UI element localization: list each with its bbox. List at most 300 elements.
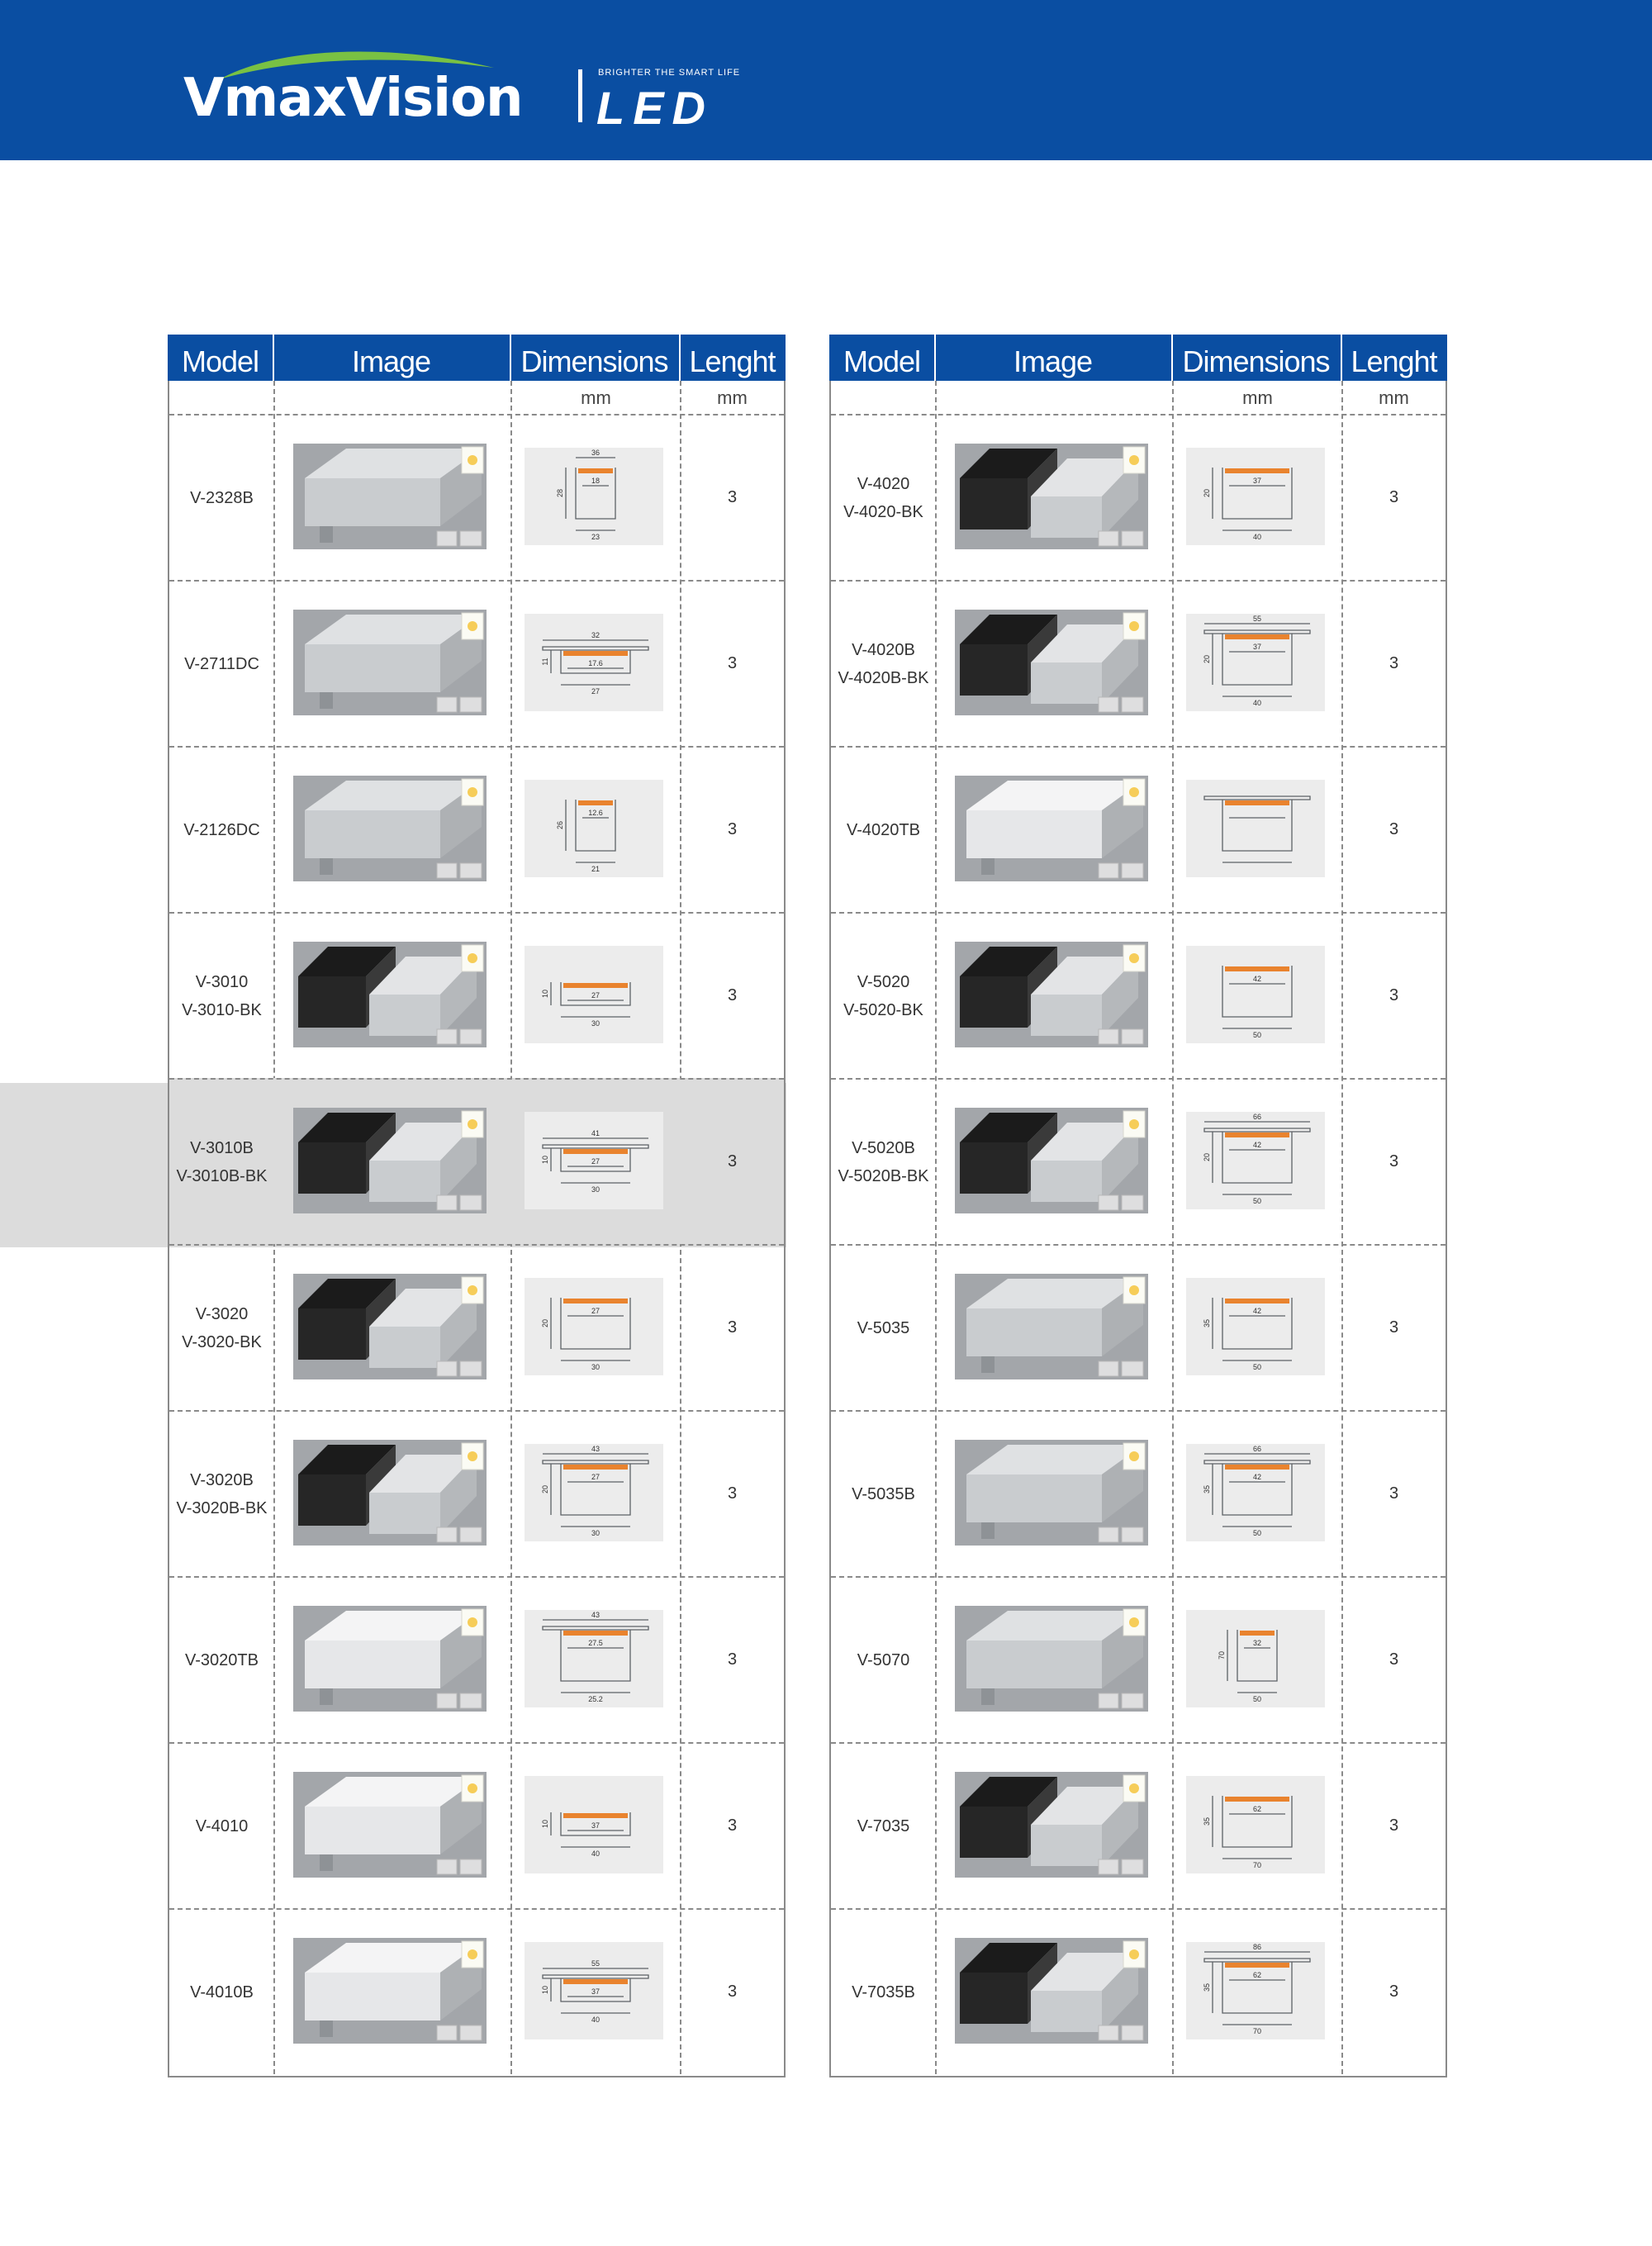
inner-width-label: 27	[591, 1307, 601, 1315]
model-code: V-5035B	[852, 1484, 915, 1503]
inner-width-label: 37	[591, 1987, 601, 1996]
image-cell	[274, 914, 511, 1078]
image-cell	[936, 1910, 1173, 2074]
dimensions-cell	[1173, 582, 1342, 746]
dimensions-cell	[1173, 914, 1342, 1078]
height-label: 10	[541, 1819, 549, 1829]
top-width-label: 41	[591, 1129, 601, 1137]
dimension-drawing	[1186, 1776, 1325, 1873]
table-row	[169, 1908, 784, 2074]
silver-profile-body	[1031, 496, 1102, 538]
model-cell	[169, 1080, 274, 1244]
length-value: 3	[727, 1152, 738, 1170]
inner-width-label: 37	[591, 1821, 601, 1830]
profile-foot	[981, 1522, 995, 1539]
bottom-width-label: 30	[591, 1185, 601, 1194]
model-code: V-3020-BK	[182, 1332, 262, 1351]
product-photo	[293, 610, 487, 715]
length-value: 3	[727, 1484, 738, 1503]
length-value: 3	[1389, 488, 1399, 506]
dimension-drawing-panel	[525, 780, 663, 877]
dimension-drawing	[1186, 1444, 1325, 1541]
product-photo	[955, 1440, 1148, 1546]
silver-profile-body	[369, 1327, 440, 1368]
dimension-drawing-panel	[1186, 614, 1325, 711]
height-label: 20	[1203, 488, 1211, 498]
bottom-width-label: 50	[1252, 1529, 1262, 1537]
light-bulb-icon	[1129, 1119, 1139, 1129]
clip-accessory-icon	[437, 531, 457, 546]
product-photo	[955, 1772, 1148, 1878]
table-row	[831, 1244, 1446, 1410]
profile-body	[966, 1308, 1102, 1356]
model-code: V-3020B	[190, 1470, 254, 1489]
inner-width-label: 17.6	[588, 659, 603, 667]
endcap-accessory-icon	[460, 1195, 482, 1210]
endcap-accessory-icon	[460, 863, 482, 878]
bottom-width-label: 40	[591, 2016, 601, 2024]
light-bulb-icon	[1129, 1783, 1139, 1793]
clip-accessory-icon	[1099, 2025, 1118, 2040]
product-photo	[955, 444, 1148, 549]
silver-profile-body	[1031, 1825, 1102, 1866]
model-cell	[831, 1744, 936, 1908]
profile-flange-outline	[543, 1975, 648, 1978]
top-width-label: 43	[591, 1445, 601, 1453]
image-cell	[274, 1412, 511, 1576]
model-cell	[831, 748, 936, 912]
height-label: 20	[541, 1484, 549, 1494]
page-header	[0, 0, 1652, 160]
dimension-drawing-panel	[1186, 1942, 1325, 2039]
header-model: Model	[181, 344, 259, 378]
header-image: Image	[1013, 344, 1093, 378]
table-row	[169, 1244, 784, 1410]
endcap-accessory-icon	[1122, 1693, 1143, 1708]
profile-photo-art	[293, 1274, 487, 1379]
bottom-width-label: 40	[591, 1850, 601, 1858]
model-code: V-7035	[857, 1816, 910, 1835]
profile-flange-outline	[1204, 630, 1310, 634]
bottom-width-label: 30	[591, 1363, 601, 1371]
clip-accessory-icon	[1099, 531, 1118, 546]
diffuser-cover	[1225, 1132, 1289, 1137]
top-width-label: 55	[1252, 615, 1262, 623]
height-label: 28	[556, 488, 564, 498]
header-dimensions: Dimensions	[1182, 344, 1330, 378]
dimension-drawing-panel	[1186, 1278, 1325, 1375]
model-code: V-3020	[195, 1304, 249, 1323]
top-width-label: 55	[591, 1959, 601, 1968]
model-code: V-3020B-BK	[176, 1498, 268, 1517]
model-cell	[169, 914, 274, 1078]
profile-body	[305, 1641, 440, 1688]
brand-slogan: BRIGHTER THE SMART LIFE	[598, 68, 741, 78]
dimension-drawing-panel	[525, 946, 663, 1043]
model-code: V-2711DC	[184, 654, 259, 673]
table-row	[831, 580, 1446, 746]
dimension-drawing	[1186, 448, 1325, 545]
unit-row	[831, 381, 1446, 414]
model-code: V-4020-BK	[843, 502, 923, 521]
profile-channel-outline	[561, 1630, 630, 1681]
model-code: V-2126DC	[183, 820, 260, 839]
endcap-accessory-icon	[1122, 531, 1143, 546]
dimension-drawing-panel	[525, 1112, 663, 1209]
model-code: V-2328B	[190, 488, 254, 507]
profile-photo-art	[955, 1108, 1148, 1213]
dimensions-unit: mm	[1242, 387, 1273, 408]
model-code: V-4020B	[852, 640, 915, 659]
profile-body	[305, 644, 440, 692]
profile-channel-outline	[1222, 1962, 1292, 2013]
model-cell	[169, 1744, 274, 1908]
dimensions-cell	[511, 1246, 681, 1410]
model-code: V-4020TB	[847, 820, 920, 839]
table-row	[831, 1908, 1446, 2074]
height-label: 70	[1218, 1650, 1226, 1660]
profile-body	[305, 1973, 440, 2020]
table-row	[169, 1742, 784, 1908]
dimension-drawing-panel	[1186, 780, 1325, 877]
inner-width-label: 18	[591, 477, 601, 485]
profile-foot	[320, 692, 333, 709]
length-value: 3	[1389, 1152, 1399, 1170]
model-cell	[831, 1412, 936, 1576]
dimension-drawing-panel	[525, 1610, 663, 1707]
inner-width-label: 27	[591, 991, 601, 1000]
profile-body	[305, 478, 440, 526]
height-label: 10	[541, 989, 549, 999]
dimensions-cell	[511, 415, 681, 580]
length-value: 3	[1389, 1484, 1399, 1503]
model-cell	[831, 415, 936, 580]
model-cell	[831, 1578, 936, 1742]
header-model: Model	[843, 344, 921, 378]
bottom-width-label: 50	[1252, 1695, 1262, 1703]
diffuser-cover	[563, 1631, 628, 1636]
bottom-width-label: 40	[1252, 533, 1262, 541]
endcap-accessory-icon	[1122, 2025, 1143, 2040]
profile-foot	[320, 2020, 333, 2037]
image-cell	[936, 748, 1173, 912]
length-value: 3	[727, 1816, 738, 1835]
bottom-width-label: 30	[591, 1529, 601, 1537]
length-value: 3	[727, 654, 738, 672]
model-cell	[831, 1246, 936, 1410]
profile-photo-art	[955, 1772, 1148, 1878]
profile-flange-outline	[543, 1626, 648, 1630]
product-photo	[293, 1440, 487, 1546]
profile-channel-outline	[1237, 1630, 1277, 1681]
profile-flange-outline	[1204, 1460, 1310, 1464]
profile-photo-art	[955, 610, 1148, 715]
black-profile-body	[298, 1474, 366, 1526]
model-code: V-5020B	[852, 1138, 915, 1157]
table-row	[831, 912, 1446, 1078]
profile-channel-outline	[561, 1298, 630, 1349]
table-body	[168, 381, 786, 2077]
profile-photo-art	[955, 942, 1148, 1047]
product-photo	[955, 610, 1148, 715]
top-width-label: 43	[591, 1611, 601, 1619]
table-row	[831, 1576, 1446, 1742]
model-code: V-5070	[857, 1650, 910, 1669]
profile-channel-outline	[561, 1464, 630, 1515]
profile-flange-outline	[543, 647, 648, 650]
image-cell	[274, 582, 511, 746]
table-row	[831, 414, 1446, 580]
dimensions-cell	[1173, 1080, 1342, 1244]
table-body	[829, 381, 1447, 2077]
length-value: 3	[1389, 1816, 1399, 1835]
clip-accessory-icon	[1099, 1029, 1118, 1044]
clip-accessory-icon	[1099, 1527, 1118, 1542]
profile-photo-art	[955, 776, 1148, 881]
diffuser-cover	[1225, 468, 1289, 473]
header-length: Lenght	[689, 344, 776, 378]
height-label: 35	[1203, 1318, 1211, 1328]
dimension-drawing	[525, 1942, 663, 2039]
product-photo	[955, 942, 1148, 1047]
inner-width-label: 42	[1252, 975, 1262, 983]
black-profile-body	[960, 478, 1028, 529]
inner-width-label: 27	[591, 1473, 601, 1481]
dimensions-cell	[511, 1578, 681, 1742]
light-bulb-icon	[468, 787, 477, 797]
image-cell	[936, 1412, 1173, 1576]
clip-accessory-icon	[1099, 1361, 1118, 1376]
dimension-drawing-panel	[525, 1942, 663, 2039]
profile-flange-outline	[543, 1460, 648, 1464]
profile-channel-outline	[1222, 1132, 1292, 1183]
dimensions-cell	[511, 1080, 681, 1244]
brand-logo	[183, 50, 762, 132]
length-unit: mm	[1379, 387, 1409, 408]
dimensions-cell	[1173, 1246, 1342, 1410]
table-row	[831, 1078, 1446, 1244]
inner-width-label: 32	[1252, 1639, 1262, 1647]
header-divider	[679, 335, 681, 381]
endcap-accessory-icon	[460, 1029, 482, 1044]
product-photo	[293, 1274, 487, 1379]
endcap-accessory-icon	[460, 1527, 482, 1542]
profile-body	[305, 1807, 440, 1854]
endcap-accessory-icon	[1122, 1195, 1143, 1210]
product-photo	[955, 1108, 1148, 1213]
profile-flange-outline	[1204, 1959, 1310, 1962]
black-profile-body	[960, 1142, 1028, 1194]
product-photo	[293, 1772, 487, 1878]
diffuser-cover	[563, 651, 628, 656]
model-code: V-3010B	[190, 1138, 254, 1157]
product-photo	[955, 776, 1148, 881]
light-bulb-icon	[1129, 1617, 1139, 1627]
length-value: 3	[727, 1982, 738, 2001]
dimensions-cell	[1173, 748, 1342, 912]
dimensions-cell	[511, 1910, 681, 2074]
bottom-width-label: 40	[1252, 699, 1262, 707]
dimension-drawing-panel	[1186, 1444, 1325, 1541]
header-divider	[510, 335, 511, 381]
light-bulb-icon	[1129, 787, 1139, 797]
profile-channel-outline	[1222, 1796, 1292, 1847]
clip-accessory-icon	[1099, 1195, 1118, 1210]
length-value: 3	[727, 986, 738, 1004]
profile-photo-art	[293, 942, 487, 1047]
bottom-width-label: 21	[591, 865, 601, 873]
endcap-accessory-icon	[460, 1361, 482, 1376]
height-label: 35	[1203, 1484, 1211, 1494]
dimension-drawing	[1186, 1610, 1325, 1707]
profile-flange-outline	[1204, 796, 1310, 800]
inner-width-label: 12.6	[588, 809, 603, 817]
light-bulb-icon	[468, 1451, 477, 1461]
dimensions-cell	[1173, 415, 1342, 580]
model-cell	[169, 1910, 274, 2074]
endcap-accessory-icon	[1122, 1527, 1143, 1542]
dimension-drawing	[1186, 1278, 1325, 1375]
profile-foot	[320, 526, 333, 543]
inner-width-label: 37	[1252, 477, 1262, 485]
length-value: 3	[1389, 986, 1399, 1004]
profile-photo-art	[955, 1274, 1148, 1379]
model-code: V-3010	[195, 972, 249, 991]
table-header	[168, 335, 786, 381]
clip-accessory-icon	[437, 1361, 457, 1376]
dimensions-cell	[1173, 1910, 1342, 2074]
black-profile-body	[960, 644, 1028, 696]
header-divider	[1171, 335, 1173, 381]
catalog-table-left	[168, 335, 786, 2077]
diffuser-cover	[563, 1299, 628, 1303]
model-code: V-5035	[857, 1318, 910, 1337]
diffuser-cover	[578, 800, 613, 805]
product-photo	[955, 1606, 1148, 1712]
dimension-drawing	[525, 1776, 663, 1873]
image-cell	[936, 582, 1173, 746]
silver-profile-body	[1031, 1161, 1102, 1202]
dimensions-cell	[1173, 1744, 1342, 1908]
model-code: V-5020B-BK	[838, 1166, 929, 1185]
black-profile-body	[298, 976, 366, 1028]
profile-flange-outline	[1204, 1128, 1310, 1132]
profile-channel-outline	[1222, 1464, 1292, 1515]
length-value: 3	[727, 488, 738, 506]
table-row	[169, 912, 784, 1078]
endcap-accessory-icon	[1122, 863, 1143, 878]
model-cell	[831, 1910, 936, 2074]
table-row	[169, 580, 784, 746]
dimension-drawing	[525, 1444, 663, 1541]
height-label: 35	[1203, 1982, 1211, 1992]
table-row	[169, 1410, 784, 1576]
endcap-accessory-icon	[1122, 1029, 1143, 1044]
profile-channel-outline	[1222, 966, 1292, 1017]
product-photo	[293, 1108, 487, 1213]
image-cell	[936, 1246, 1173, 1410]
light-bulb-icon	[1129, 1451, 1139, 1461]
profile-body	[966, 810, 1102, 858]
top-width-label: 66	[1252, 1113, 1262, 1121]
light-bulb-icon	[468, 621, 477, 631]
model-cell	[169, 1412, 274, 1576]
table-header	[829, 335, 1447, 381]
table-row	[169, 1078, 784, 1244]
black-profile-body	[960, 976, 1028, 1028]
inner-width-label: 42	[1252, 1307, 1262, 1315]
image-cell	[936, 914, 1173, 1078]
profile-photo-art	[293, 610, 487, 715]
model-code: V-5020-BK	[843, 1000, 923, 1019]
height-label: 10	[541, 1155, 549, 1165]
profile-foot	[981, 858, 995, 875]
profile-photo-art	[293, 1938, 487, 2044]
clip-accessory-icon	[1099, 863, 1118, 878]
endcap-accessory-icon	[460, 697, 482, 712]
profile-channel-outline	[1222, 468, 1292, 519]
dimension-drawing-panel	[1186, 448, 1325, 545]
endcap-accessory-icon	[1122, 1859, 1143, 1874]
top-width-label: 86	[1252, 1943, 1262, 1951]
catalog-table-right	[829, 335, 1447, 2077]
endcap-accessory-icon	[1122, 1361, 1143, 1376]
light-bulb-icon	[468, 1783, 477, 1793]
diffuser-cover	[1225, 1465, 1289, 1470]
bottom-width-label: 23	[591, 533, 601, 541]
top-width-label: 66	[1252, 1445, 1262, 1453]
image-cell	[274, 1246, 511, 1410]
profile-flange-outline	[543, 1145, 648, 1148]
dimension-drawing-panel	[525, 448, 663, 545]
clip-accessory-icon	[437, 2025, 457, 2040]
diffuser-cover	[563, 983, 628, 988]
profile-photo-art	[293, 776, 487, 881]
bottom-width-label: 50	[1252, 1197, 1262, 1205]
silver-profile-body	[1031, 1991, 1102, 2032]
image-cell	[274, 1578, 511, 1742]
model-cell	[831, 582, 936, 746]
inner-width-label: 62	[1252, 1971, 1262, 1979]
light-bulb-icon	[1129, 455, 1139, 465]
profile-body	[305, 810, 440, 858]
height-label: 26	[556, 820, 564, 830]
profile-photo-art	[955, 444, 1148, 549]
dimensions-cell	[511, 582, 681, 746]
dimensions-cell	[511, 914, 681, 1078]
light-bulb-icon	[1129, 1285, 1139, 1295]
diffuser-cover	[1225, 966, 1289, 971]
image-cell	[936, 1578, 1173, 1742]
profile-photo-art	[955, 1440, 1148, 1546]
length-value: 3	[727, 820, 738, 838]
dimension-drawing-panel	[1186, 1610, 1325, 1707]
clip-accessory-icon	[1099, 1693, 1118, 1708]
profile-channel-outline	[1222, 634, 1292, 685]
dimension-drawing	[1186, 1942, 1325, 2039]
unit-row	[169, 381, 784, 414]
dimension-drawing	[1186, 1112, 1325, 1209]
dimension-drawing-panel	[525, 1776, 663, 1873]
length-unit: mm	[717, 387, 748, 408]
height-label: 11	[541, 658, 549, 666]
dimensions-cell	[1173, 1412, 1342, 1576]
bottom-width-label: 70	[1252, 2027, 1262, 2035]
length-value: 3	[727, 1318, 738, 1337]
black-profile-body	[960, 1807, 1028, 1858]
header-divider	[273, 335, 274, 381]
image-cell	[936, 1080, 1173, 1244]
